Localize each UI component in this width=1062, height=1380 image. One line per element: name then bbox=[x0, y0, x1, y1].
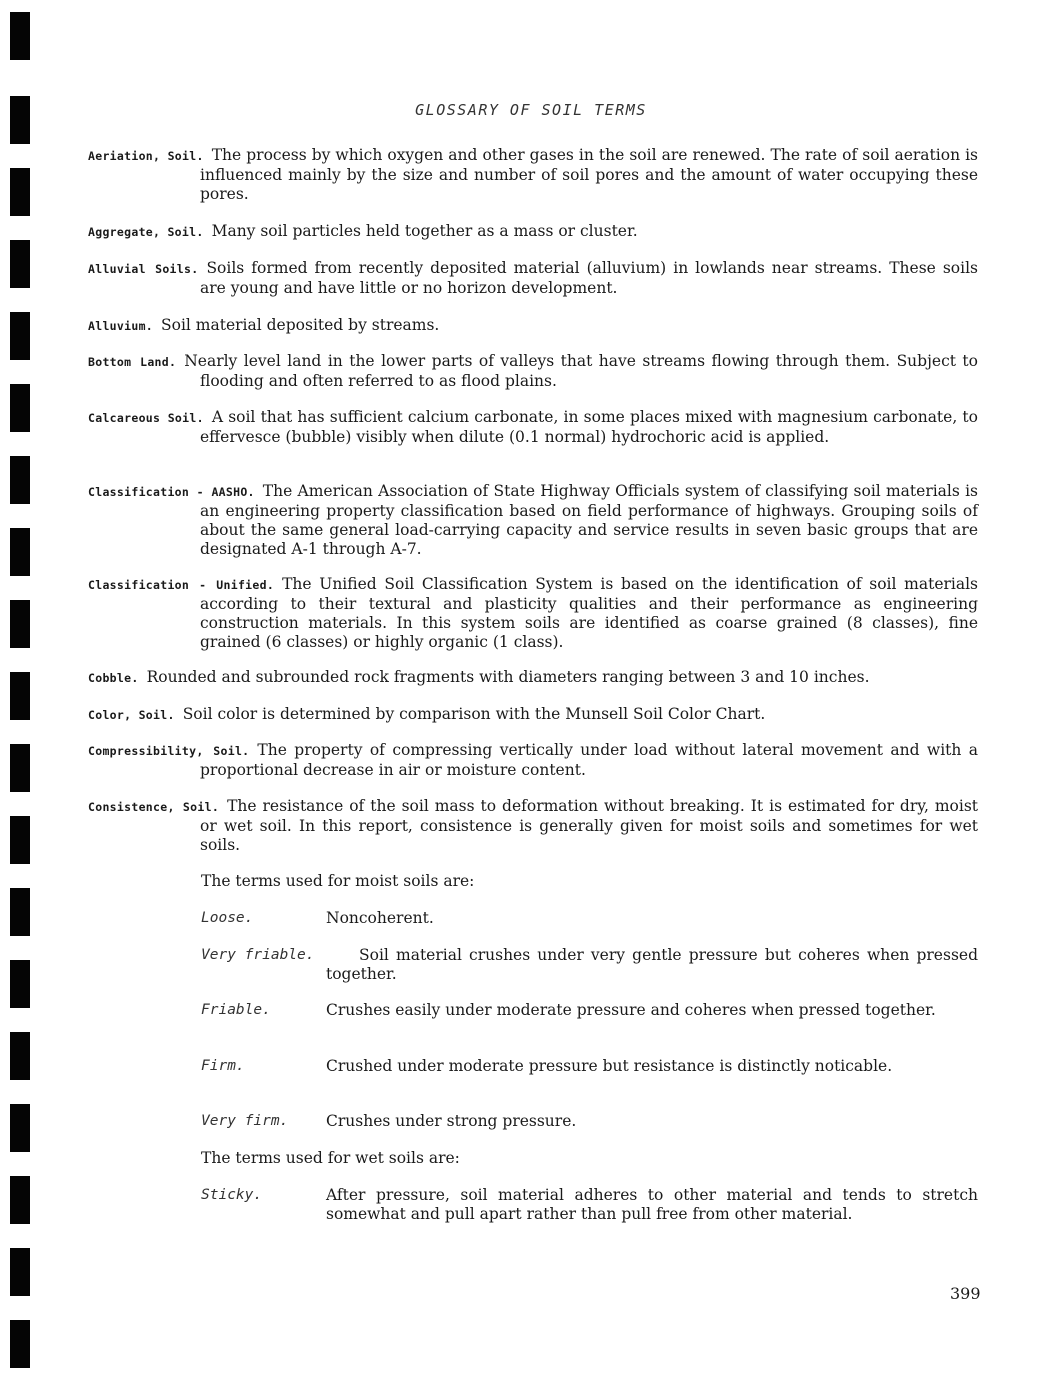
glossary-definition: The Unified Soil Classification System is based on the identification of soil materials according to their textural and plasticity qualities and their performance as engineering construction materials. In this system soils are identified as coarse grained (8 classes), fine grained (6 classes) or highly organic (1 class). bbox=[200, 575, 979, 651]
consistence-definition: Crushes under strong pressure. bbox=[326, 1112, 577, 1130]
glossary-entry bbox=[88, 146, 978, 204]
glossary-definition: Rounded and subrounded rock fragments with diameters ranging between 3 and 10 inches. bbox=[146, 668, 870, 686]
glossary-term: Compressibility, Soil. bbox=[88, 744, 250, 758]
consistence-term-row bbox=[201, 1112, 978, 1131]
glossary-entry bbox=[88, 705, 978, 725]
binding-hole bbox=[10, 1248, 30, 1296]
binding-hole bbox=[10, 168, 30, 216]
consistence-term: Firm. bbox=[201, 1058, 245, 1074]
consistence-term-row bbox=[201, 1001, 978, 1020]
glossary-definition: A soil that has sufficient calcium carbonate, in some places mixed with magnesium carbonate, to effervesce (bubble) visibly when dilute (0.1 normal) hydrochoric acid is applied. bbox=[200, 408, 978, 446]
glossary-term: Alluvial Soils. bbox=[88, 262, 199, 276]
consistence-term-row bbox=[201, 946, 978, 984]
glossary-entry bbox=[88, 797, 978, 855]
glossary-definition: Nearly level land in the lower parts of valleys that have streams flowing through them. Subject to flooding and often referred to as flood plains. bbox=[184, 352, 978, 390]
consistence-definition: Crushed under moderate pressure but resistance is distinctly noticable. bbox=[326, 1057, 893, 1075]
binding-hole bbox=[10, 672, 30, 720]
glossary-definition: The resistance of the soil mass to deformation without breaking. It is estimated for dry, moist or wet soil. In this report, consistence is generally given for moist soils and sometimes for wet soils. bbox=[200, 797, 979, 854]
consistence-definition: Crushes easily under moderate pressure and coheres when pressed together. bbox=[326, 1001, 936, 1019]
binding-hole bbox=[10, 816, 30, 864]
binding-hole bbox=[10, 528, 30, 576]
glossary-term: Calcareous Soil. bbox=[88, 411, 204, 425]
consistence-term-row bbox=[201, 909, 978, 928]
glossary-entry bbox=[88, 741, 978, 780]
glossary-entry bbox=[88, 408, 978, 447]
consistence-term: Friable. bbox=[201, 1002, 271, 1018]
glossary-entry bbox=[88, 222, 978, 242]
glossary-definition: Soil material deposited by streams. bbox=[161, 316, 440, 334]
glossary-term: Color, Soil. bbox=[88, 708, 175, 722]
binding-hole bbox=[10, 1320, 30, 1368]
glossary-definition: Soils formed from recently deposited material (alluvium) in lowlands near streams. These soils are young and have little or no horizon development. bbox=[200, 259, 978, 297]
binding-hole bbox=[10, 312, 30, 360]
glossary-term: Classification - Unified. bbox=[88, 578, 275, 592]
glossary-term: Aeriation, Soil. bbox=[88, 149, 204, 163]
consistence-definition: Soil material crushes under very gentle pressure but coheres when pressed together. bbox=[326, 946, 978, 983]
consistence-term-row bbox=[201, 1057, 978, 1076]
glossary-entry bbox=[88, 668, 978, 688]
binding-hole bbox=[10, 744, 30, 792]
glossary-term: Aggregate, Soil. bbox=[88, 225, 204, 239]
binding-hole bbox=[10, 1176, 30, 1224]
glossary-entry bbox=[88, 482, 978, 559]
glossary-entry bbox=[88, 575, 978, 652]
moist-terms-intro: The terms used for moist soils are: bbox=[201, 872, 475, 890]
glossary-definition: The property of compressing vertically under load without lateral movement and with a proportional decrease in air or moisture content. bbox=[200, 741, 979, 779]
glossary-entry bbox=[88, 316, 978, 336]
glossary-entry bbox=[88, 352, 978, 391]
consistence-term: Very friable. bbox=[201, 947, 315, 963]
consistence-term: Loose. bbox=[201, 910, 254, 926]
binding-hole bbox=[10, 888, 30, 936]
glossary-definition: Soil color is determined by comparison with the Munsell Soil Color Chart. bbox=[182, 705, 766, 723]
glossary-term: Bottom Land. bbox=[88, 355, 177, 369]
binding-hole bbox=[10, 240, 30, 288]
consistence-term-row bbox=[201, 1186, 978, 1224]
glossary-definition: Many soil particles held together as a mass or cluster. bbox=[211, 222, 638, 240]
binding-hole bbox=[10, 1104, 30, 1152]
glossary-term: Alluvium. bbox=[88, 319, 154, 333]
binding-hole bbox=[10, 12, 30, 60]
consistence-definition: Noncoherent. bbox=[326, 909, 434, 927]
consistence-definition: After pressure, soil material adheres to other material and tends to stretch somewhat and pull apart rather than pull free from other material. bbox=[326, 1186, 978, 1223]
binding-hole bbox=[10, 1032, 30, 1080]
glossary-term: Cobble. bbox=[88, 671, 139, 685]
glossary-term: Consistence, Soil. bbox=[88, 800, 220, 814]
glossary-term: Classification - AASHO. bbox=[88, 485, 255, 499]
wet-terms-intro: The terms used for wet soils are: bbox=[201, 1149, 460, 1167]
binding-hole bbox=[10, 960, 30, 1008]
consistence-term: Sticky. bbox=[201, 1187, 263, 1203]
binding-hole bbox=[10, 456, 30, 504]
binding-hole bbox=[10, 600, 30, 648]
page-title: GLOSSARY OF SOIL TERMS bbox=[415, 101, 647, 119]
binding-margin bbox=[0, 0, 60, 1380]
glossary-definition: The American Association of State Highway Officials system of classifying soil materials is an engineering property classification based on field performance of highways. Grouping soils of about the same general load-carrying capacity and service results in seven basic groups that are designated A-1 through A-7. bbox=[200, 482, 978, 558]
binding-hole bbox=[10, 384, 30, 432]
glossary-definition: The process by which oxygen and other gases in the soil are renewed. The rate of soil aeration is influenced mainly by the size and number of soil pores and the amount of water occupying these pores. bbox=[200, 146, 979, 203]
page-number: 399 bbox=[950, 1284, 981, 1303]
glossary-entry bbox=[88, 259, 978, 298]
consistence-term: Very firm. bbox=[201, 1113, 289, 1129]
